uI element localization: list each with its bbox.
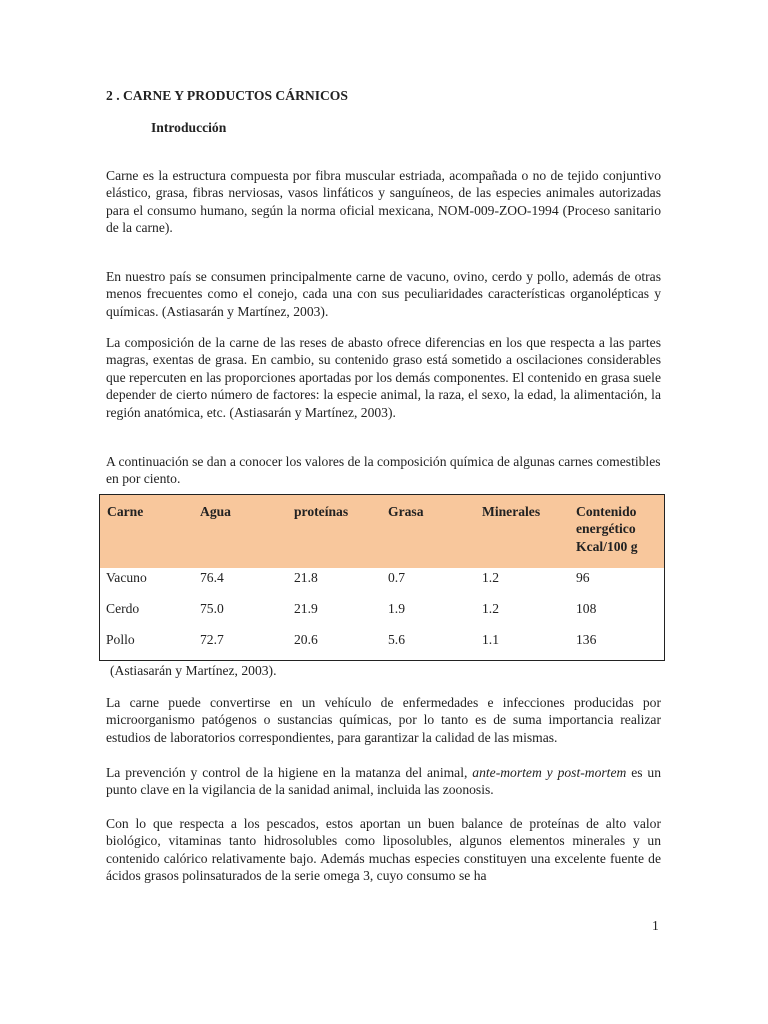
paragraph-prevention: [106, 764, 661, 799]
table-header-row: [100, 495, 664, 568]
paragraph-consumption: En nuestro país se consumen principalmente carne de vacuno, ovino, cerdo y pollo, además de otras menos frecuentes como el conejo, cada una con sus peculiaridades características organolépticas y químicas. (Astiasarán y Martínez, 2003).: [106, 269, 661, 319]
table-cell: 75.0: [200, 601, 224, 616]
table-cell: 1.1: [482, 632, 499, 647]
prevention-text-start: La prevención y control de la higiene en la matanza del animal,: [106, 765, 473, 780]
page-number: 1: [652, 918, 659, 933]
composition-table: [99, 494, 665, 661]
subsection-heading: Introducción: [151, 120, 227, 135]
table-cell: 21.8: [294, 570, 318, 585]
paragraph-disease-vehicle: La carne puede convertirse en un vehículo de enfermedades e infecciones producidas por microorganismo patógenos o sustancias químicas, por lo tanto es de suma importancia realizar estudios de laboratorios correspondientes, para garantizar la calidad de las mismas.: [106, 695, 661, 745]
table-cell: 1.9: [388, 601, 405, 616]
prevention-emphasis: ante-mortem y post-mortem: [472, 765, 627, 780]
paragraph-composition: La composición de la carne de las reses de abasto ofrece diferencias en los que respecta a las partes magras, exentas de grasa. En cambio, su contenido graso está sometido a oscilaciones considerables que repercuten en las proporciones aportadas por los demás componentes. El contenido en grasa suele depender de cierto número de factores: la especie animal, la raza, el sexo, la edad, la alimentación, la región anatómica, etc. (Astiasarán y Martínez, 2003).: [106, 335, 661, 420]
paragraph-fish: Con lo que respecta a los pescados, estos aportan un buen balance de proteínas de alto valor biológico, vitaminas tanto hidrosolubles como liposolubles, algunos elementos minerales y un contenido calórico relativamente bajo. Además muchas especies constituyen una excelente fuente de ácidos grasos polinsaturados de la serie omega 3, cuyo consumo se ha: [106, 816, 661, 884]
header-grasa: Grasa: [388, 504, 424, 519]
header-agua: Agua: [200, 504, 231, 519]
header-minerales: Minerales: [482, 504, 541, 519]
table-cell: 5.6: [388, 632, 405, 647]
table-cell: 136: [576, 632, 597, 647]
table-cell: 96: [576, 570, 590, 585]
header-carne: Carne: [107, 504, 144, 519]
table-cell: Pollo: [106, 632, 135, 647]
table-cell: Vacuno: [106, 570, 147, 585]
table-cell: 1.2: [482, 570, 499, 585]
paragraph-definition: Carne es la estructura compuesta por fibra muscular estriada, acompañada o no de tejido conjuntivo elástico, grasa, fibras nerviosas, vasos linfáticos y sanguíneos, de las especies animales autorizadas para el consumo humano, según la norma oficial mexicana, NOM-009-ZOO-1994 (Proceso sanitario de la carne).: [106, 168, 661, 236]
table-cell: 72.7: [200, 632, 224, 647]
table-citation: (Astiasarán y Martínez, 2003).: [110, 663, 277, 678]
header-proteinas: proteínas: [294, 504, 349, 519]
header-energetico: energético: [576, 521, 636, 536]
table-cell: 21.9: [294, 601, 318, 616]
header-kcal: Kcal/100 g: [576, 539, 638, 554]
header-contenido: Contenido: [576, 504, 637, 519]
table-cell: 0.7: [388, 570, 405, 585]
table-cell: Cerdo: [106, 601, 140, 616]
paragraph-table-intro: A continuación se dan a conocer los valores de la composición química de algunas carnes comestibles en por ciento.: [106, 454, 661, 487]
prevention-text-end: es un punto clave en la vigilancia de la sanidad animal, incluida las zoonosis.: [106, 765, 661, 798]
section-heading: 2 . CARNE Y PRODUCTOS CÁRNICOS: [106, 88, 348, 103]
table-cell: 1.2: [482, 601, 499, 616]
table-cell: 108: [576, 601, 597, 616]
table-cell: 76.4: [200, 570, 224, 585]
table-cell: 20.6: [294, 632, 318, 647]
